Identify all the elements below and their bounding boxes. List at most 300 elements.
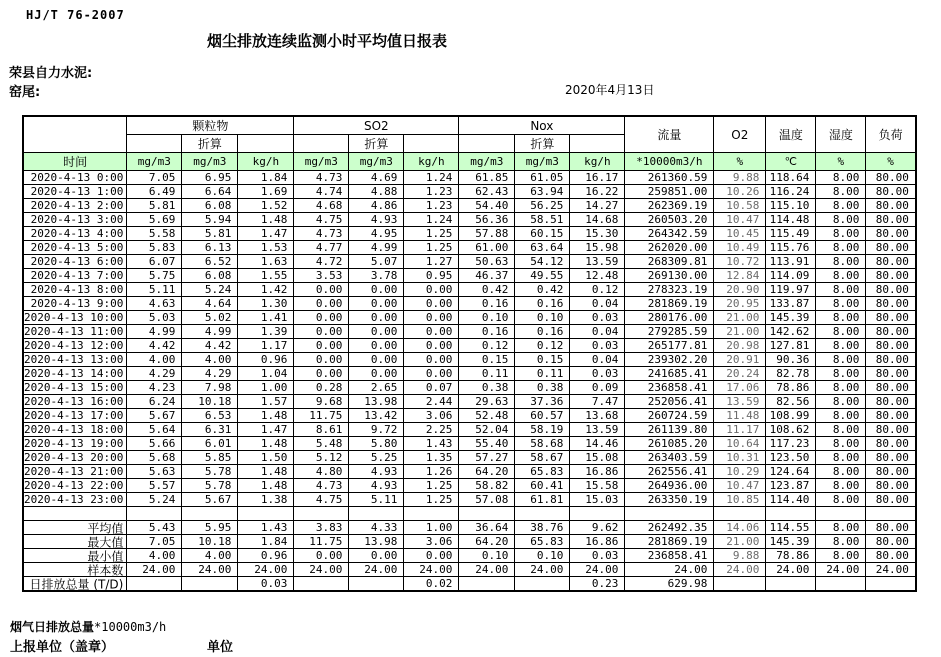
value-cell: 80.00 [866,367,916,381]
value-cell: 0.00 [349,297,404,311]
value-cell: 268309.81 [625,255,714,269]
blank-cell [766,507,816,521]
value-cell: 117.23 [766,437,816,451]
table-row [23,367,916,381]
table-row [23,409,916,423]
value-cell: 11.48 [714,409,766,423]
blank-cell [127,135,182,153]
value-cell: 5.57 [127,479,182,493]
value-cell: 78.86 [766,381,816,395]
value-cell: 6.13 [182,241,238,255]
value-cell: 61.81 [515,493,570,507]
summary-label: 样本数 [87,563,124,577]
time-cell: 2020-4-13 9:00 [23,297,127,311]
value-cell: 5.83 [127,241,182,255]
value-cell: 114.09 [766,269,816,283]
value-cell: 55.40 [459,437,515,451]
value-cell: 4.72 [294,255,349,269]
value-cell: 8.00 [816,465,866,479]
blank-cell [294,507,349,521]
summary-rows [23,507,916,592]
value-cell: 21.00 [714,311,766,325]
value-cell: 50.63 [459,255,515,269]
value-cell: 80.00 [866,451,916,465]
summary-value-cell: 0.02 [404,577,459,592]
summary-value-cell: 36.64 [459,521,515,535]
value-cell: 0.00 [404,283,459,297]
value-cell: 5.24 [127,493,182,507]
summary-value-cell: 3.06 [404,535,459,549]
value-cell: 6.08 [182,199,238,213]
value-cell: 15.58 [570,479,625,493]
blank-cell [349,507,404,521]
value-cell: 4.00 [182,353,238,367]
value-cell: 10.18 [182,395,238,409]
value-cell: 114.40 [766,493,816,507]
value-cell: 2.65 [349,381,404,395]
value-cell: 5.85 [182,451,238,465]
value-cell: 15.03 [570,493,625,507]
summary-value-cell: 4.33 [349,521,404,535]
value-cell: 2.44 [404,395,459,409]
value-cell: 1.25 [404,493,459,507]
time-cell: 2020-4-13 11:00 [23,325,127,339]
value-cell: 63.64 [515,241,570,255]
blank-cell [404,135,459,153]
blank-cell [459,507,515,521]
value-cell: 5.24 [182,283,238,297]
value-cell: 56.36 [459,213,515,227]
value-cell: 4.99 [349,241,404,255]
value-cell: 5.07 [349,255,404,269]
col-o2: O2 [714,116,766,153]
value-cell: 4.99 [182,325,238,339]
value-cell: 4.99 [127,325,182,339]
table-row [23,437,916,451]
value-cell: 29.63 [459,395,515,409]
time-cell: 2020-4-13 19:00 [23,437,127,451]
value-cell: 80.00 [866,283,916,297]
value-cell: 1.25 [404,479,459,493]
summary-value-cell: 24.00 [349,563,404,577]
value-cell: 8.00 [816,409,866,423]
blank-cell [459,135,515,153]
time-cell: 2020-4-13 21:00 [23,465,127,479]
unit-cell: kg/h [404,153,459,171]
summary-value-cell: 24.00 [515,563,570,577]
value-cell: 1.52 [238,199,294,213]
value-cell: 17.06 [714,381,766,395]
value-cell: 8.00 [816,269,866,283]
value-cell: 37.36 [515,395,570,409]
value-cell: 0.03 [570,339,625,353]
summary-label: 最大值 [87,535,124,549]
value-cell: 54.12 [515,255,570,269]
summary-value-cell: 0.00 [404,549,459,563]
value-cell: 123.87 [766,479,816,493]
value-cell: 80.00 [866,423,916,437]
table-row [23,297,916,311]
table-row [23,227,916,241]
value-cell: 80.00 [866,437,916,451]
flow-total-note: 烟气日排放总量*10000m3/h [10,620,167,634]
value-cell: 1.63 [238,255,294,269]
value-cell: 0.00 [294,283,349,297]
table-row [23,479,916,493]
value-cell: 0.00 [404,325,459,339]
value-cell: 5.68 [127,451,182,465]
table-row [23,451,916,465]
group-so2: SO2 [294,116,459,135]
summary-value-cell: 65.83 [515,535,570,549]
summary-value-cell [515,577,570,592]
blank-cell [570,135,625,153]
value-cell: 0.00 [294,325,349,339]
time-cell: 2020-4-13 5:00 [23,241,127,255]
value-cell: 0.15 [515,353,570,367]
summary-value-cell: 24.00 [570,563,625,577]
value-cell: 21.00 [714,325,766,339]
summary-value-cell: 8.00 [816,521,866,535]
value-cell: 260503.20 [625,213,714,227]
value-cell: 1.42 [238,283,294,297]
value-cell: 0.28 [294,381,349,395]
value-cell: 8.00 [816,395,866,409]
table-row [23,395,916,409]
value-cell: 113.91 [766,255,816,269]
value-cell: 80.00 [866,241,916,255]
value-cell: 80.00 [866,325,916,339]
value-cell: 13.59 [714,395,766,409]
value-cell: 0.12 [570,283,625,297]
value-cell: 90.36 [766,353,816,367]
value-cell: 0.00 [349,353,404,367]
value-cell: 4.75 [294,213,349,227]
value-cell: 13.98 [349,395,404,409]
time-cell: 2020-4-13 20:00 [23,451,127,465]
summary-value-cell: 14.06 [714,521,766,535]
summary-value-cell: 24.00 [714,563,766,577]
value-cell: 6.08 [182,269,238,283]
value-cell: 7.05 [127,171,182,185]
time-cell: 2020-4-13 13:00 [23,353,127,367]
value-cell: 16.17 [570,171,625,185]
value-cell: 1.26 [404,465,459,479]
value-cell: 8.00 [816,437,866,451]
blank-cell [238,135,294,153]
value-cell: 1.57 [238,395,294,409]
blank-cell [866,507,916,521]
value-cell: 8.00 [816,241,866,255]
value-cell: 0.38 [515,381,570,395]
value-cell: 8.00 [816,311,866,325]
value-cell: 58.68 [515,437,570,451]
value-cell: 1.27 [404,255,459,269]
group-nox: Nox [459,116,625,135]
summary-value-cell [714,577,766,592]
time-header: 时间 [23,153,127,171]
summary-value-cell: 5.95 [182,521,238,535]
value-cell: 0.04 [570,325,625,339]
summary-value-cell: 24.00 [238,563,294,577]
summary-value-cell: 10.18 [182,535,238,549]
value-cell: 52.04 [459,423,515,437]
time-cell: 2020-4-13 3:00 [23,213,127,227]
value-cell: 80.00 [866,353,916,367]
value-cell: 1.25 [404,227,459,241]
value-cell: 5.67 [127,409,182,423]
summary-label: 日排放总量 (T/D) [29,577,124,591]
summary-value-cell: 13.98 [349,535,404,549]
unit-cell: mg/m3 [127,153,182,171]
summary-value-cell: 38.76 [515,521,570,535]
value-cell: 0.12 [515,339,570,353]
value-cell: 4.93 [349,479,404,493]
time-cell: 2020-4-13 22:00 [23,479,127,493]
value-cell: 20.91 [714,353,766,367]
summary-value-cell: 114.55 [766,521,816,535]
value-cell: 13.59 [570,423,625,437]
value-cell: 6.31 [182,423,238,437]
table-row [23,325,916,339]
summary-value-cell: 4.00 [127,549,182,563]
unit-cell: kg/h [238,153,294,171]
summary-value-cell: 629.98 [625,577,714,592]
unit-cell: mg/m3 [459,153,515,171]
value-cell: 54.40 [459,199,515,213]
company-name: 荣县自力水泥: [9,66,93,81]
value-cell: 3.78 [349,269,404,283]
value-cell: 80.00 [866,493,916,507]
value-cell: 5.67 [182,493,238,507]
table-row [23,353,916,367]
value-cell: 5.02 [182,311,238,325]
value-cell: 264936.00 [625,479,714,493]
sub-converted-so2: 折算 [349,135,404,153]
blank-cell [515,507,570,521]
summary-value-cell: 24.00 [766,563,816,577]
blank-cell [238,507,294,521]
time-cell: 2020-4-13 16:00 [23,395,127,409]
value-cell: 0.00 [294,311,349,325]
unit-cell: % [714,153,766,171]
value-cell: 145.39 [766,311,816,325]
value-cell: 80.00 [866,465,916,479]
value-cell: 4.29 [127,367,182,381]
summary-value-cell: 80.00 [866,535,916,549]
table-row [23,465,916,479]
value-cell: 8.00 [816,283,866,297]
value-cell: 58.82 [459,479,515,493]
value-cell: 1.23 [404,185,459,199]
value-cell: 1.24 [404,213,459,227]
value-cell: 262556.41 [625,465,714,479]
value-cell: 10.29 [714,465,766,479]
value-cell: 1.69 [238,185,294,199]
value-cell: 80.00 [866,227,916,241]
summary-value-cell: 0.10 [515,549,570,563]
value-cell: 61.85 [459,171,515,185]
value-cell: 2.25 [404,423,459,437]
summary-value-cell: 3.83 [294,521,349,535]
value-cell: 8.00 [816,381,866,395]
value-cell: 263350.19 [625,493,714,507]
value-cell: 10.64 [714,437,766,451]
value-cell: 13.59 [570,255,625,269]
summary-value-cell: 64.20 [459,535,515,549]
value-cell: 7.98 [182,381,238,395]
col-humidity: 湿度 [816,116,866,153]
value-cell: 80.00 [866,339,916,353]
value-cell: 3.06 [404,409,459,423]
value-cell: 6.53 [182,409,238,423]
blank-cell [404,507,459,521]
value-cell: 269130.00 [625,269,714,283]
summary-row [23,521,916,535]
value-cell: 0.95 [404,269,459,283]
value-cell: 8.00 [816,199,866,213]
value-cell: 1.38 [238,493,294,507]
value-cell: 0.96 [238,353,294,367]
value-cell: 0.09 [570,381,625,395]
value-cell: 6.64 [182,185,238,199]
value-cell: 5.11 [349,493,404,507]
summary-value-cell: 145.39 [766,535,816,549]
table-row [23,283,916,297]
summary-value-cell: 5.43 [127,521,182,535]
unit-cell: mg/m3 [182,153,238,171]
value-cell: 1.23 [404,199,459,213]
value-cell: 5.63 [127,465,182,479]
value-cell: 80.00 [866,269,916,283]
summary-value-cell: 9.88 [714,549,766,563]
value-cell: 20.95 [714,297,766,311]
value-cell: 9.88 [714,171,766,185]
value-cell: 239302.20 [625,353,714,367]
value-cell: 14.46 [570,437,625,451]
kiln-label: 窑尾: [9,85,41,100]
value-cell: 116.24 [766,185,816,199]
value-cell: 5.78 [182,465,238,479]
value-cell: 4.42 [182,339,238,353]
value-cell: 6.01 [182,437,238,451]
value-cell: 0.00 [404,367,459,381]
value-cell: 115.10 [766,199,816,213]
summary-value-cell: 8.00 [816,535,866,549]
value-cell: 15.30 [570,227,625,241]
value-cell: 0.00 [404,339,459,353]
value-cell: 8.00 [816,423,866,437]
value-cell: 8.00 [816,493,866,507]
table-row [23,339,916,353]
blank-cell [816,507,866,521]
value-cell: 1.39 [238,325,294,339]
spacer-row [23,507,916,521]
time-cell: 2020-4-13 0:00 [23,171,127,185]
summary-value-cell: 80.00 [866,521,916,535]
summary-value-cell: 4.00 [182,549,238,563]
value-cell: 8.00 [816,185,866,199]
value-cell: 5.81 [127,199,182,213]
time-cell: 2020-4-13 6:00 [23,255,127,269]
value-cell: 82.56 [766,395,816,409]
value-cell: 108.62 [766,423,816,437]
blank-cell [570,507,625,521]
summary-value-cell [816,577,866,592]
unit-cell: % [816,153,866,171]
value-cell: 0.12 [459,339,515,353]
summary-value-cell: 8.00 [816,549,866,563]
value-cell: 1.48 [238,409,294,423]
value-cell: 279285.59 [625,325,714,339]
value-cell: 236858.41 [625,381,714,395]
table-row [23,171,916,185]
value-cell: 0.00 [294,367,349,381]
value-cell: 124.64 [766,465,816,479]
value-cell: 4.75 [294,493,349,507]
value-cell: 8.61 [294,423,349,437]
value-cell: 0.42 [459,283,515,297]
value-cell: 123.50 [766,451,816,465]
value-cell: 1.17 [238,339,294,353]
summary-value-cell: 11.75 [294,535,349,549]
value-cell: 64.20 [459,465,515,479]
group-header-row [23,116,916,135]
value-cell: 63.94 [515,185,570,199]
value-cell: 9.72 [349,423,404,437]
value-cell: 4.77 [294,241,349,255]
value-cell: 80.00 [866,255,916,269]
value-cell: 0.00 [294,339,349,353]
value-cell: 115.76 [766,241,816,255]
value-cell: 80.00 [866,381,916,395]
value-cell: 5.80 [349,437,404,451]
value-cell: 4.74 [294,185,349,199]
summary-value-cell [766,577,816,592]
summary-label: 最小值 [87,549,124,563]
value-cell: 4.86 [349,199,404,213]
value-cell: 5.78 [182,479,238,493]
col-temperature: 温度 [766,116,816,153]
value-cell: 0.00 [349,283,404,297]
value-cell: 5.94 [182,213,238,227]
value-cell: 278323.19 [625,283,714,297]
value-cell: 10.47 [714,213,766,227]
value-cell: 60.41 [515,479,570,493]
value-cell: 1.48 [238,213,294,227]
value-cell: 9.68 [294,395,349,409]
value-cell: 0.10 [515,311,570,325]
blank-cell [714,507,766,521]
page-title: 烟尘排放连续监测小时平均值日报表 [207,32,448,50]
value-cell: 133.87 [766,297,816,311]
summary-value-cell [182,577,238,592]
value-cell: 0.00 [404,297,459,311]
value-cell: 4.88 [349,185,404,199]
value-cell: 57.27 [459,451,515,465]
value-cell: 0.07 [404,381,459,395]
value-cell: 61.00 [459,241,515,255]
value-cell: 14.27 [570,199,625,213]
value-cell: 0.00 [349,339,404,353]
value-cell: 16.86 [570,465,625,479]
value-cell: 13.42 [349,409,404,423]
value-cell: 46.37 [459,269,515,283]
value-cell: 6.52 [182,255,238,269]
summary-value-cell: 78.86 [766,549,816,563]
value-cell: 5.66 [127,437,182,451]
value-cell: 4.93 [349,213,404,227]
